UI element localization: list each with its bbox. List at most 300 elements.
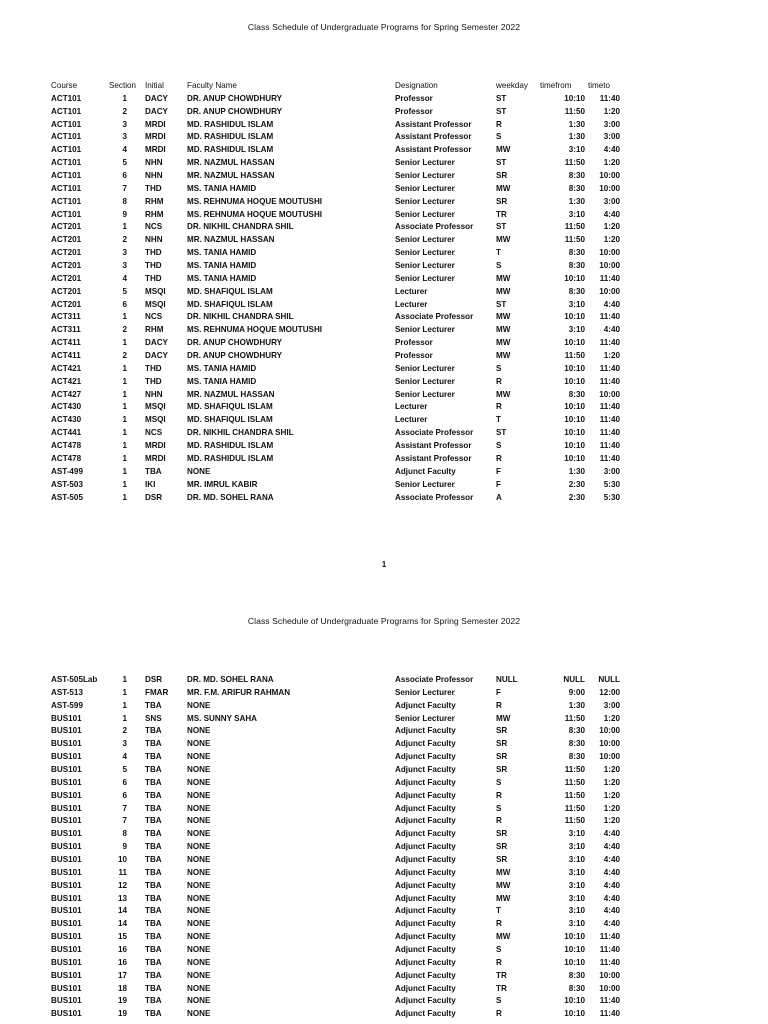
cell-faculty-name: MS. TANIA HAMID	[187, 363, 257, 373]
cell-section: 1	[122, 675, 127, 684]
cell-section: 7	[122, 803, 127, 813]
table-row	[0, 725, 768, 738]
cell-weekday: MW	[496, 351, 511, 361]
cell-initial: TBA	[145, 893, 162, 903]
cell-timefrom: 1:30	[568, 700, 585, 710]
cell-section: 7	[122, 183, 127, 193]
cell-section: 1	[122, 492, 127, 502]
cell-faculty-name: NONE	[187, 726, 211, 736]
cell-section: 16	[117, 957, 127, 967]
cell-timeto: 10:00	[599, 248, 620, 258]
cell-weekday: MW	[496, 325, 511, 335]
cell-timeto: 11:40	[599, 453, 620, 463]
cell-designation: Associate Professor	[395, 222, 474, 232]
cell-course: ACT101	[51, 132, 82, 142]
table-row	[0, 777, 768, 790]
cell-course: ACT101	[51, 183, 82, 193]
cell-initial: NCS	[145, 312, 163, 322]
cell-weekday: SR	[496, 752, 508, 762]
cell-course: ACT201	[51, 261, 82, 271]
cell-timeto: 5:30	[603, 492, 620, 502]
cell-weekday: SR	[496, 171, 508, 181]
cell-timefrom: 3:10	[568, 855, 585, 865]
cell-weekday: SR	[496, 829, 508, 839]
cell-weekday: R	[496, 957, 502, 967]
cell-initial: TBA	[145, 906, 162, 916]
cell-designation: Adjunct Faculty	[395, 880, 456, 890]
cell-faculty-name: NONE	[187, 855, 211, 865]
cell-weekday: R	[496, 376, 502, 386]
table-row	[0, 376, 768, 389]
cell-initial: RHM	[145, 325, 164, 335]
cell-timeto: 3:00	[603, 119, 620, 129]
cell-timeto: 1:20	[603, 222, 620, 232]
cell-weekday: TR	[496, 209, 507, 219]
cell-timefrom: 10:10	[564, 945, 585, 955]
cell-initial: IKI	[145, 479, 156, 489]
cell-course: BUS101	[51, 855, 82, 865]
cell-weekday: MW	[496, 389, 511, 399]
cell-initial: TBA	[145, 726, 162, 736]
table-header-row	[0, 80, 768, 93]
table-row	[0, 492, 768, 505]
cell-section: 6	[122, 171, 127, 181]
cell-weekday: SR	[496, 739, 508, 749]
cell-course: BUS101	[51, 983, 82, 993]
cell-weekday: SR	[496, 842, 508, 852]
cell-initial: TBA	[145, 855, 162, 865]
cell-timeto: 11:40	[599, 402, 620, 412]
cell-faculty-name: DR. NIKHIL CHANDRA SHIL	[187, 312, 294, 322]
cell-timefrom: 10:10	[564, 273, 585, 283]
cell-course: ACT101	[51, 158, 82, 168]
cell-initial: THD	[145, 248, 162, 258]
cell-faculty-name: NONE	[187, 777, 211, 787]
cell-timefrom: 11:50	[564, 713, 585, 723]
cell-timefrom: 10:10	[564, 338, 585, 348]
cell-weekday: S	[496, 777, 502, 787]
cell-timefrom: 11:50	[564, 803, 585, 813]
table-row	[0, 931, 768, 944]
cell-faculty-name: MD. SHAFIQUL ISLAM	[187, 402, 273, 412]
cell-faculty-name: NONE	[187, 880, 211, 890]
cell-timeto: 1:20	[603, 235, 620, 245]
cell-designation: Senior Lecturer	[395, 183, 455, 193]
cell-faculty-name: MS. TANIA HAMID	[187, 261, 257, 271]
cell-timeto: 5:30	[603, 479, 620, 489]
cell-initial: TBA	[145, 945, 162, 955]
cell-initial: TBA	[145, 932, 162, 942]
cell-weekday: F	[496, 479, 501, 489]
cell-initial: NHN	[145, 158, 163, 168]
cell-timeto: 4:40	[603, 325, 620, 335]
cell-initial: THD	[145, 183, 162, 193]
cell-initial: TBA	[145, 957, 162, 967]
cell-faculty-name: MS. SUNNY SAHA	[187, 713, 258, 723]
header-timefrom: timefrom	[540, 81, 572, 90]
cell-timeto: 4:40	[603, 855, 620, 865]
cell-initial: MRDI	[145, 441, 166, 451]
table-body	[0, 674, 768, 1021]
table-row	[0, 324, 768, 337]
cell-weekday: R	[496, 816, 502, 826]
cell-section: 7	[122, 816, 127, 826]
cell-timeto: 11:40	[599, 312, 620, 322]
cell-course: BUS101	[51, 752, 82, 762]
cell-timefrom: 8:30	[568, 739, 585, 749]
cell-timefrom: 8:30	[568, 171, 585, 181]
cell-timefrom: 3:10	[568, 867, 585, 877]
cell-weekday: ST	[496, 158, 507, 168]
cell-initial: MRDI	[145, 453, 166, 463]
cell-course: BUS101	[51, 713, 82, 723]
header-faculty-name: Faculty Name	[187, 81, 237, 90]
cell-weekday: T	[496, 248, 501, 258]
table-row	[0, 311, 768, 324]
cell-timefrom: 10:10	[564, 1009, 585, 1019]
cell-initial: TBA	[145, 803, 162, 813]
cell-weekday: MW	[496, 235, 511, 245]
cell-faculty-name: NONE	[187, 1009, 211, 1019]
cell-faculty-name: NONE	[187, 739, 211, 749]
cell-initial: TBA	[145, 466, 162, 476]
table-row	[0, 337, 768, 350]
cell-faculty-name: NONE	[187, 700, 211, 710]
cell-faculty-name: MR. F.M. ARIFUR RAHMAN	[187, 687, 291, 697]
cell-section: 1	[122, 466, 127, 476]
cell-course: BUS101	[51, 816, 82, 826]
cell-timeto: 11:40	[599, 363, 620, 373]
cell-section: 19	[117, 996, 127, 1006]
cell-course: BUS101	[51, 803, 82, 813]
cell-timeto: 4:40	[603, 209, 620, 219]
cell-designation: Associate Professor	[395, 312, 474, 322]
cell-timefrom: 11:50	[564, 816, 585, 826]
cell-section: 18	[117, 983, 127, 993]
cell-faculty-name: MD. RASHIDUL ISLAM	[187, 441, 274, 451]
cell-timefrom: 10:10	[564, 441, 585, 451]
cell-weekday: R	[496, 700, 502, 710]
cell-course: BUS101	[51, 880, 82, 890]
cell-designation: Senior Lecturer	[395, 479, 455, 489]
cell-section: 1	[122, 687, 127, 697]
cell-designation: Adjunct Faculty	[395, 867, 456, 877]
cell-designation: Senior Lecturer	[395, 713, 455, 723]
cell-designation: Adjunct Faculty	[395, 906, 456, 916]
table-row	[0, 815, 768, 828]
cell-section: 12	[117, 880, 127, 890]
cell-timefrom: 9:00	[568, 687, 585, 697]
cell-faculty-name: DR. ANUP CHOWDHURY	[187, 338, 283, 348]
cell-initial: MSQI	[145, 415, 166, 425]
cell-timefrom: 11:50	[564, 106, 585, 116]
cell-section: 3	[122, 261, 127, 271]
cell-faculty-name: MS. TANIA HAMID	[187, 376, 257, 386]
cell-weekday: S	[496, 945, 502, 955]
cell-designation: Adjunct Faculty	[395, 893, 456, 903]
cell-course: AST-503	[51, 479, 83, 489]
cell-timeto: 1:20	[603, 790, 620, 800]
cell-timeto: 1:20	[603, 777, 620, 787]
cell-weekday: MW	[496, 867, 511, 877]
cell-section: 14	[117, 906, 127, 916]
cell-initial: NHN	[145, 235, 163, 245]
cell-designation: Adjunct Faculty	[395, 983, 456, 993]
header-section: Section	[109, 81, 136, 90]
cell-section: 5	[122, 286, 127, 296]
cell-faculty-name: MS. REHNUMA HOQUE MOUTUSHI	[187, 196, 323, 206]
cell-designation: Adjunct Faculty	[395, 855, 456, 865]
cell-course: BUS101	[51, 726, 82, 736]
cell-initial: TBA	[145, 970, 162, 980]
cell-weekday: R	[496, 119, 502, 129]
cell-initial: TBA	[145, 880, 162, 890]
cell-weekday: T	[496, 906, 501, 916]
cell-faculty-name: DR. NIKHIL CHANDRA SHIL	[187, 222, 294, 232]
cell-faculty-name: NONE	[187, 803, 211, 813]
cell-course: BUS101	[51, 829, 82, 839]
cell-designation: Adjunct Faculty	[395, 829, 456, 839]
cell-timefrom: 3:10	[568, 145, 585, 155]
table-row	[0, 905, 768, 918]
table-row	[0, 234, 768, 247]
table-row	[0, 144, 768, 157]
cell-timefrom: 3:10	[568, 919, 585, 929]
cell-section: 9	[122, 209, 127, 219]
cell-section: 1	[122, 376, 127, 386]
cell-section: 4	[122, 145, 127, 155]
cell-course: ACT441	[51, 428, 82, 438]
table-row	[0, 260, 768, 273]
cell-section: 3	[122, 248, 127, 258]
cell-faculty-name: NONE	[187, 790, 211, 800]
cell-timefrom: 11:50	[564, 158, 585, 168]
cell-designation: Senior Lecturer	[395, 273, 455, 283]
cell-timeto: 1:20	[603, 351, 620, 361]
table-row	[0, 790, 768, 803]
cell-faculty-name: DR. ANUP CHOWDHURY	[187, 351, 283, 361]
cell-weekday: S	[496, 132, 502, 142]
cell-faculty-name: NONE	[187, 945, 211, 955]
cell-timeto: 10:00	[599, 726, 620, 736]
cell-designation: Senior Lecturer	[395, 687, 455, 697]
cell-faculty-name: NONE	[187, 957, 211, 967]
cell-weekday: S	[496, 441, 502, 451]
cell-section: 1	[122, 222, 127, 232]
cell-timeto: 10:00	[599, 389, 620, 399]
cell-section: 3	[122, 132, 127, 142]
cell-course: ACT421	[51, 363, 82, 373]
cell-timeto: 1:20	[603, 816, 620, 826]
table-row	[0, 995, 768, 1008]
cell-initial: TBA	[145, 829, 162, 839]
cell-timefrom: 3:10	[568, 299, 585, 309]
cell-designation: Assistant Professor	[395, 119, 472, 129]
cell-course: ACT411	[51, 351, 81, 361]
table-row	[0, 764, 768, 777]
cell-section: 19	[117, 1009, 127, 1019]
cell-designation: Assistant Professor	[395, 441, 472, 451]
table-row	[0, 738, 768, 751]
cell-faculty-name: NONE	[187, 893, 211, 903]
cell-timeto: 10:00	[599, 970, 620, 980]
cell-faculty-name: NONE	[187, 842, 211, 852]
cell-faculty-name: MR. NAZMUL HASSAN	[187, 235, 275, 245]
cell-timeto: 4:40	[603, 145, 620, 155]
cell-faculty-name: NONE	[187, 752, 211, 762]
cell-course: ACT101	[51, 106, 82, 116]
table-row	[0, 106, 768, 119]
cell-weekday: ST	[496, 222, 507, 232]
cell-course: ACT478	[51, 441, 82, 451]
cell-timeto: 10:00	[599, 261, 620, 271]
cell-initial: TBA	[145, 996, 162, 1006]
cell-timefrom: 10:10	[564, 415, 585, 425]
cell-faculty-name: MS. TANIA HAMID	[187, 248, 257, 258]
cell-timeto: 12:00	[599, 687, 620, 697]
cell-timeto: 3:00	[603, 700, 620, 710]
cell-designation: Adjunct Faculty	[395, 466, 456, 476]
cell-section: 1	[122, 389, 127, 399]
cell-faculty-name: NONE	[187, 829, 211, 839]
cell-timefrom: 1:30	[568, 196, 585, 206]
table-row	[0, 440, 768, 453]
cell-designation: Adjunct Faculty	[395, 970, 456, 980]
cell-timefrom: 11:50	[564, 235, 585, 245]
cell-timefrom: 3:10	[568, 842, 585, 852]
cell-weekday: S	[496, 261, 502, 271]
cell-course: ACT311	[51, 312, 81, 322]
table-row	[0, 854, 768, 867]
header-timeto: timeto	[588, 81, 611, 90]
cell-section: 1	[122, 700, 127, 710]
cell-faculty-name: MD. RASHIDUL ISLAM	[187, 145, 274, 155]
cell-designation: Adjunct Faculty	[395, 752, 456, 762]
cell-course: ACT201	[51, 299, 82, 309]
cell-designation: Associate Professor	[395, 428, 474, 438]
cell-designation: Assistant Professor	[395, 145, 472, 155]
cell-weekday: ST	[496, 299, 507, 309]
table-row	[0, 841, 768, 854]
cell-section: 1	[122, 363, 127, 373]
cell-timeto: 10:00	[599, 171, 620, 181]
cell-section: 13	[117, 893, 127, 903]
cell-weekday: MW	[496, 880, 511, 890]
cell-faculty-name: DR. ANUP CHOWDHURY	[187, 93, 283, 103]
cell-designation: Associate Professor	[395, 492, 474, 502]
cell-designation: Adjunct Faculty	[395, 842, 456, 852]
cell-course: ACT311	[51, 325, 81, 335]
cell-timeto: 10:00	[599, 983, 620, 993]
cell-course: BUS101	[51, 867, 82, 877]
cell-weekday: SR	[496, 196, 508, 206]
cell-course: ACT101	[51, 209, 82, 219]
cell-timeto: 1:20	[603, 713, 620, 723]
table-row	[0, 957, 768, 970]
cell-designation: Professor	[395, 93, 433, 103]
cell-section: 3	[122, 119, 127, 129]
cell-faculty-name: MR. NAZMUL HASSAN	[187, 389, 275, 399]
cell-course: AST-513	[51, 687, 83, 697]
cell-weekday: S	[496, 803, 502, 813]
cell-faculty-name: NONE	[187, 983, 211, 993]
cell-section: 3	[122, 739, 127, 749]
table-row	[0, 157, 768, 170]
cell-initial: MRDI	[145, 119, 166, 129]
cell-faculty-name: NONE	[187, 867, 211, 877]
cell-faculty-name: NONE	[187, 970, 211, 980]
cell-course: ACT101	[51, 93, 82, 103]
table-row	[0, 414, 768, 427]
table-row	[0, 828, 768, 841]
table-row	[0, 674, 768, 687]
page-title: Class Schedule of Undergraduate Programs for Spring Semester 2022	[247, 22, 521, 32]
cell-designation: Professor	[395, 351, 433, 361]
cell-initial: NCS	[145, 428, 163, 438]
cell-designation: Assistant Professor	[395, 132, 472, 142]
table-row	[0, 221, 768, 234]
table-row	[0, 970, 768, 983]
cell-designation: Adjunct Faculty	[395, 765, 456, 775]
cell-initial: THD	[145, 363, 162, 373]
cell-section: 1	[122, 453, 127, 463]
cell-section: 1	[122, 93, 127, 103]
cell-initial: MRDI	[145, 145, 166, 155]
table-body	[0, 93, 768, 505]
cell-course: BUS101	[51, 945, 82, 955]
cell-timeto: 10:00	[599, 183, 620, 193]
cell-weekday: TR	[496, 970, 507, 980]
cell-initial: RHM	[145, 196, 164, 206]
cell-designation: Senior Lecturer	[395, 389, 455, 399]
cell-section: 2	[122, 726, 127, 736]
page-title: Class Schedule of Undergraduate Programs for Spring Semester 2022	[247, 616, 521, 626]
cell-timefrom: 11:50	[564, 351, 585, 361]
cell-section: 1	[122, 479, 127, 489]
cell-course: ACT201	[51, 273, 82, 283]
cell-timefrom: 11:50	[564, 777, 585, 787]
cell-faculty-name: NONE	[187, 765, 211, 775]
cell-section: 14	[117, 919, 127, 929]
table-row	[0, 389, 768, 402]
cell-faculty-name: MR. IMRUL KABIR	[187, 479, 258, 489]
cell-timeto: 3:00	[603, 132, 620, 142]
table-row	[0, 350, 768, 363]
cell-initial: SNS	[145, 713, 162, 723]
cell-timeto: 11:40	[599, 273, 620, 283]
cell-designation: Professor	[395, 106, 433, 116]
table-row	[0, 713, 768, 726]
cell-initial: DSR	[145, 492, 163, 502]
cell-faculty-name: DR. ANUP CHOWDHURY	[187, 106, 283, 116]
cell-designation: Adjunct Faculty	[395, 726, 456, 736]
cell-timeto: 10:00	[599, 752, 620, 762]
cell-designation: Adjunct Faculty	[395, 700, 456, 710]
cell-course: ACT430	[51, 402, 82, 412]
cell-designation: Adjunct Faculty	[395, 919, 456, 929]
table-row	[0, 299, 768, 312]
cell-timeto: 10:00	[599, 286, 620, 296]
cell-timefrom: 10:10	[564, 453, 585, 463]
cell-weekday: SR	[496, 855, 508, 865]
cell-initial: DSR	[145, 675, 163, 684]
cell-designation: Adjunct Faculty	[395, 739, 456, 749]
cell-designation: Lecturer	[395, 402, 428, 412]
cell-section: 8	[122, 829, 127, 839]
cell-section: 5	[122, 158, 127, 168]
cell-initial: DACY	[145, 93, 168, 103]
cell-timeto: 4:40	[603, 919, 620, 929]
